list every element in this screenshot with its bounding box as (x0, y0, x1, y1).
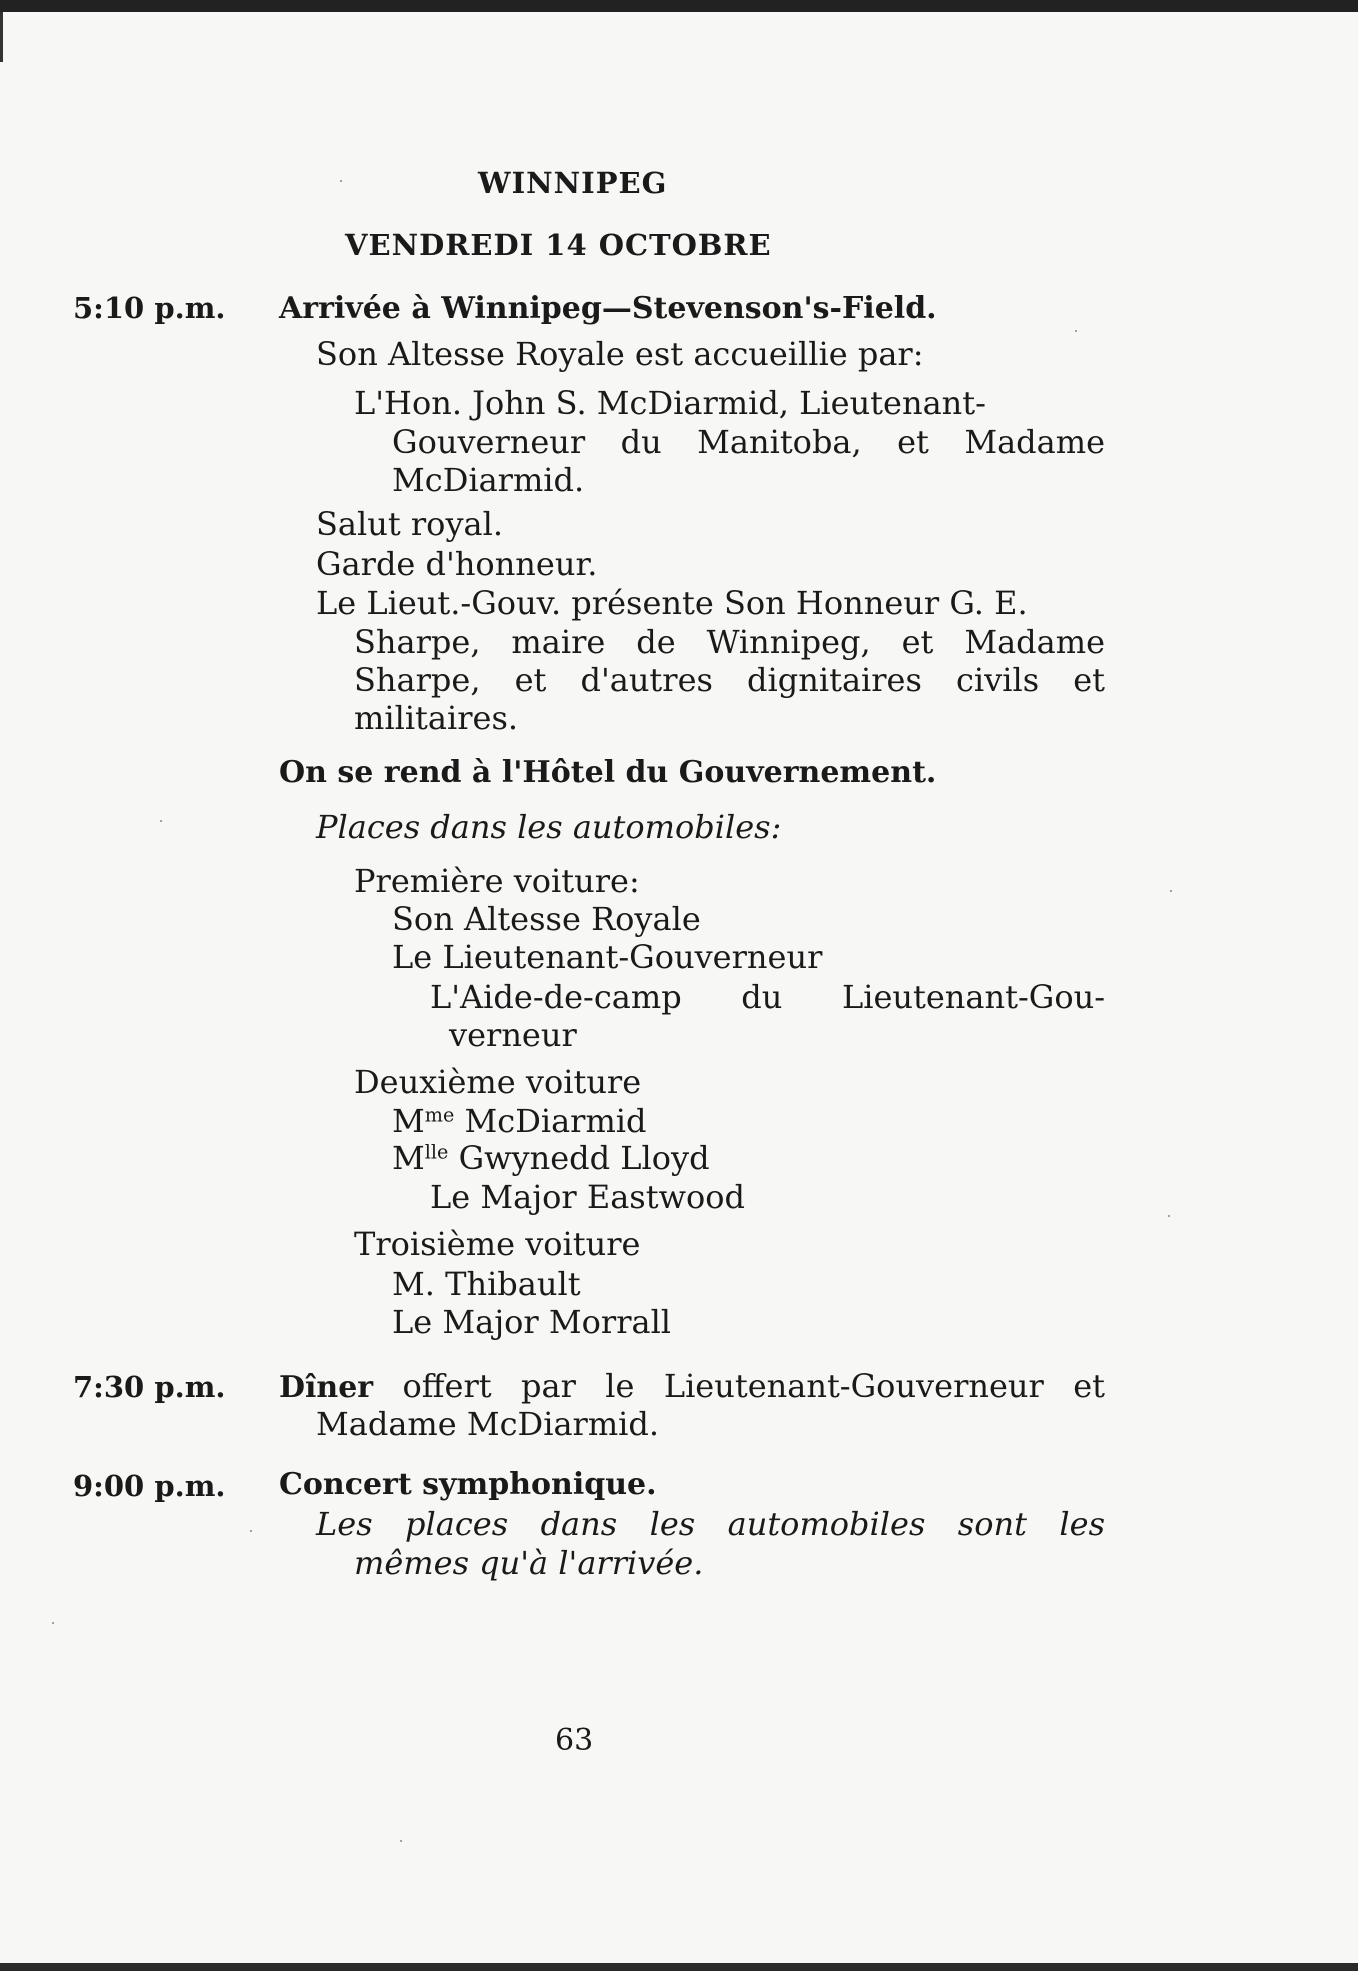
entry-1-title: Arrivée à Winnipeg—Stevenson's-Field. (279, 291, 937, 326)
entry-1-line-1: Son Altesse Royale est accueillie par: (316, 335, 924, 373)
car-2-passenger-3: Le Major Eastwood (430, 1178, 745, 1216)
entry-4-line-1: Les places dans les automobiles sont les (316, 1505, 1105, 1543)
page-bottom-edge (0, 1963, 1358, 1971)
entry-3-line-1: Dîner offert par le Lieutenant-Gouverneur et (279, 1367, 1105, 1405)
entry-1-line-9: Sharpe, et d'autres dignitaires civils et (354, 661, 1105, 699)
car-1-passenger-3-cont: verneur (449, 1016, 577, 1054)
scan-speck (250, 1530, 252, 1532)
entry-1-line-8: Sharpe, maire de Winnipeg, et Madame (354, 623, 1105, 661)
car-1-passenger-2: Le Lieutenant-Gouverneur (392, 938, 823, 976)
entry-1-line-4: McDiarmid. (392, 461, 585, 499)
page-number: 63 (555, 1723, 594, 1758)
entry-2-title: On se rend à l'Hôtel du Gouvernement. (279, 755, 937, 790)
page-top-edge (0, 0, 1358, 12)
entry-1-line-10: militaires. (354, 699, 519, 737)
entry-3-line-2: Madame McDiarmid. (316, 1405, 660, 1443)
car-1-passenger-1: Son Altesse Royale (392, 900, 701, 938)
scan-speck (1168, 1215, 1170, 1217)
scan-speck (1170, 890, 1172, 892)
places-heading: Places dans les automobiles: (316, 808, 782, 846)
scan-speck (160, 820, 162, 822)
entry-1-line-2: L'Hon. John S. McDiarmid, Lieutenant- (354, 384, 986, 422)
car-2-label: Deuxième voiture (354, 1063, 642, 1101)
entry-3-time: 7:30 p.m. (73, 1370, 226, 1404)
entry-1-line-7: Le Lieut.-Gouv. présente Son Honneur G. E. (316, 584, 1028, 622)
car-3-passenger-1: M. Thibault (392, 1265, 581, 1303)
car-3-label: Troisième voiture (354, 1225, 641, 1263)
entry-4-line-2: mêmes qu'à l'arrivée. (354, 1544, 704, 1582)
entry-1-line-6: Garde d'honneur. (316, 545, 598, 583)
car-1-label: Première voiture: (354, 862, 640, 900)
entry-3-title: Dîner (279, 1370, 374, 1405)
car-1-passenger-3: L'Aide-de-camp du Lieutenant-Gou- (430, 978, 1105, 1016)
entry-4-time: 9:00 p.m. (73, 1469, 226, 1503)
scan-speck (340, 180, 342, 182)
scan-speck (400, 1840, 402, 1842)
date-heading: VENDREDI 14 OCTOBRE (345, 228, 772, 262)
scan-speck (52, 1622, 54, 1624)
car-2-passenger-2: $M^{lle}$ Gwynedd Lloyd (392, 1139, 710, 1177)
page-left-edge (0, 12, 3, 62)
entry-1-line-5: Salut royal. (316, 505, 503, 543)
city-heading: WINNIPEG (478, 166, 668, 200)
entry-1-line-3: Gouverneur du Manitoba, et Madame (392, 423, 1105, 461)
car-2-passenger-1: $M^{me}$ McDiarmid (392, 1102, 647, 1140)
entry-4-title: Concert symphonique. (279, 1467, 657, 1502)
scan-speck (1075, 330, 1077, 332)
entry-1-time: 5:10 p.m. (73, 291, 226, 325)
car-3-passenger-2: Le Major Morrall (392, 1303, 672, 1341)
